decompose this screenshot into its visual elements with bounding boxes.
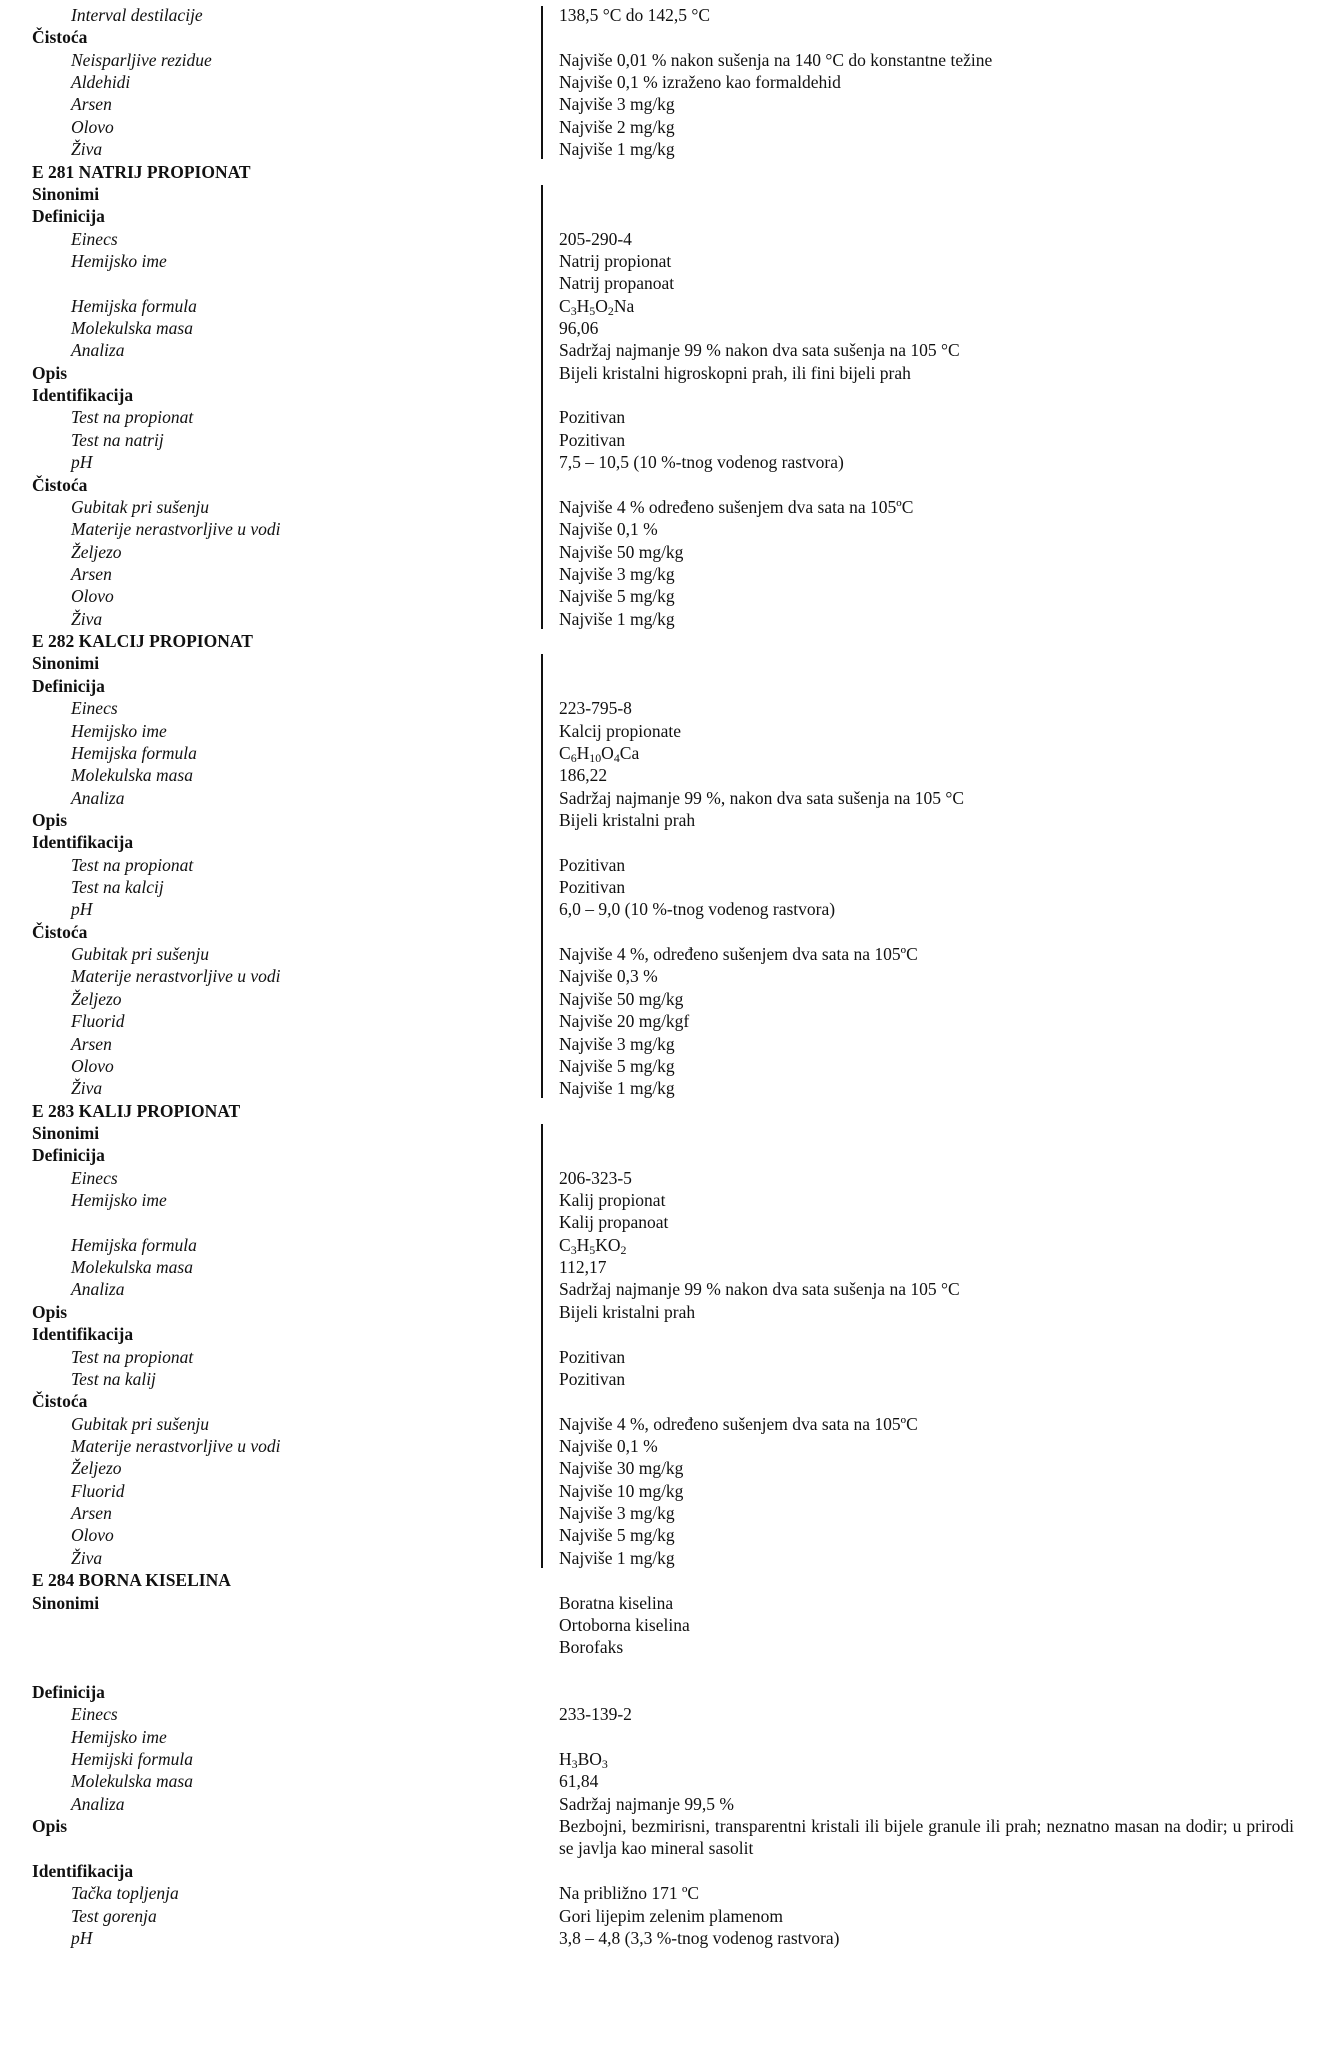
property-label-gubitak-pri-susenju: Gubitak pri sušenju: [71, 496, 210, 517]
section-label-cistoca: Čistoća: [32, 27, 88, 48]
property-label-analiza: Analiza: [71, 340, 125, 361]
spec-row: [0, 474, 1340, 496]
property-value: Pozitivan: [559, 1368, 626, 1389]
property-label-ziva: Živa: [71, 1078, 103, 1099]
property-label-fluorid: Fluorid: [71, 1480, 125, 1501]
spec-row: [0, 809, 1340, 831]
property-value: Najviše 3 mg/kg: [559, 94, 675, 115]
section-label-cistoca: Čistoća: [32, 921, 88, 942]
property-label-ziva: Živa: [71, 608, 103, 629]
property-label-hemijsko-ime: Hemijsko ime: [71, 1190, 167, 1211]
spec-row: [0, 943, 1340, 965]
property-label-analiza: Analiza: [71, 787, 125, 808]
section-label-e-281-natrij-propionat: E 281 NATRIJ PROPIONAT: [32, 161, 251, 182]
spec-row: [0, 541, 1340, 563]
property-value: Najviše 3 mg/kg: [559, 563, 675, 584]
spec-row: [0, 965, 1340, 987]
property-value: Pozitivan: [559, 854, 626, 875]
property-label-arsen: Arsen: [71, 94, 112, 115]
spec-row: [0, 384, 1340, 406]
property-label-hemijsko-ime: Hemijsko ime: [71, 250, 167, 271]
property-label-olovo: Olovo: [71, 586, 114, 607]
spec-row: [0, 362, 1340, 384]
property-label-zeljezo: Željezo: [71, 541, 122, 562]
section-label-definicija: Definicija: [32, 1145, 105, 1166]
property-value: 223-795-8: [559, 698, 632, 719]
spec-row: [0, 831, 1340, 853]
spec-row: [0, 1882, 1340, 1904]
spec-row: [0, 1122, 1340, 1144]
spec-row: [0, 4, 1340, 26]
spec-row: [0, 1592, 1340, 1614]
section-label-cistoca: Čistoća: [32, 1391, 88, 1412]
column-divider: [541, 6, 543, 159]
spec-row: [0, 228, 1340, 250]
section-label-identifikacija: Identifikacija: [32, 1324, 134, 1345]
property-value: Ortoborna kiselina: [559, 1614, 690, 1635]
property-value: Pozitivan: [559, 877, 626, 898]
spec-row: [0, 317, 1340, 339]
section-label-opis: Opis: [32, 362, 68, 383]
spec-row: [0, 1435, 1340, 1457]
property-value: Najviše 1 mg/kg: [559, 608, 675, 629]
spec-row: [0, 183, 1340, 205]
section-label-sinonimi: Sinonimi: [32, 183, 100, 204]
property-value: Kalij propanoat: [559, 1212, 669, 1233]
property-label-hemijska-formula: Hemijska formula: [71, 742, 197, 763]
property-label-test-na-kalcij: Test na kalcij: [71, 877, 164, 898]
property-value: 233-139-2: [559, 1704, 632, 1725]
property-label-ziva: Živa: [71, 139, 103, 160]
property-value: 6,0 – 9,0 (10 %-tnog vodenog rastvora): [559, 899, 836, 920]
property-value: Najviše 50 mg/kg: [559, 988, 684, 1009]
property-value: Najviše 3 mg/kg: [559, 1503, 675, 1524]
spec-row: [0, 1659, 1340, 1681]
property-label-arsen: Arsen: [71, 563, 112, 584]
property-value: Kalcij propionate: [559, 720, 681, 741]
spec-row: [0, 1524, 1340, 1546]
spec-row: [0, 451, 1340, 473]
property-label-molekulska-masa: Molekulska masa: [71, 765, 193, 786]
section-label-identifikacija: Identifikacija: [32, 1860, 134, 1881]
spec-row: [0, 652, 1340, 674]
property-label-olovo: Olovo: [71, 1525, 114, 1546]
spec-row: [0, 854, 1340, 876]
property-label-materije-nerastvorljive-u-vodi: Materije nerastvorljive u vodi: [71, 966, 281, 987]
spec-row: [0, 1100, 1340, 1122]
property-label-test-gorenja: Test gorenja: [71, 1905, 157, 1926]
spec-row: [0, 1390, 1340, 1412]
property-label-hemijski-formula: Hemijski formula: [71, 1749, 194, 1770]
spec-row: [0, 1323, 1340, 1345]
spec-row: [0, 1457, 1340, 1479]
property-value: Na približno 171 ºC: [559, 1883, 700, 1904]
spec-row: [0, 1256, 1340, 1278]
spec-row: [0, 138, 1340, 160]
property-value: Najviše 5 mg/kg: [559, 1525, 675, 1546]
spec-row: [0, 1211, 1340, 1233]
property-value: Gori lijepim zelenim plamenom: [559, 1905, 784, 1926]
spec-row: [0, 1927, 1340, 1949]
property-value: Najviše 0,01 % nakon sušenja na 140 °C do konstantne težine: [559, 49, 993, 70]
property-value: Natrij propionat: [559, 250, 672, 271]
section-label-definicija: Definicija: [32, 1681, 105, 1702]
property-label-test-na-propionat: Test na propionat: [71, 407, 194, 428]
spec-row: [0, 116, 1340, 138]
property-value: Natrij propanoat: [559, 273, 675, 294]
property-value: Najviše 5 mg/kg: [559, 1055, 675, 1076]
spec-row: [0, 1144, 1340, 1166]
spec-row: [0, 1189, 1340, 1211]
property-value: Najviše 0,3 %: [559, 966, 658, 987]
property-value: Najviše 30 mg/kg: [559, 1458, 684, 1479]
property-value: 206-323-5: [559, 1167, 632, 1188]
section-label-identifikacija: Identifikacija: [32, 832, 134, 853]
section-label-e-282-kalcij-propionat: E 282 KALCIJ PROPIONAT: [32, 631, 253, 652]
property-label-materije-nerastvorljive-u-vodi: Materije nerastvorljive u vodi: [71, 519, 281, 540]
spec-row: [0, 1234, 1340, 1256]
property-label-test-na-propionat: Test na propionat: [71, 1346, 194, 1367]
section-label-opis: Opis: [32, 809, 68, 830]
spec-row: [0, 1346, 1340, 1368]
property-label-ph: pH: [71, 1927, 93, 1948]
property-label-aldehidi: Aldehidi: [71, 72, 131, 93]
section-label-definicija: Definicija: [32, 675, 105, 696]
spec-row: [0, 1033, 1340, 1055]
section-label-sinonimi: Sinonimi: [32, 1592, 100, 1613]
spec-row: [0, 563, 1340, 585]
section-label-definicija: Definicija: [32, 206, 105, 227]
spec-row: [0, 1860, 1340, 1882]
spec-row: [0, 406, 1340, 428]
property-value: Sadržaj najmanje 99 % nakon dva sata sušenja na 105 °C: [559, 1279, 960, 1300]
property-value: Najviše 1 mg/kg: [559, 1547, 675, 1568]
spec-row: [0, 1368, 1340, 1390]
property-value: Najviše 0,1 %: [559, 519, 658, 540]
spec-row: [0, 1905, 1340, 1927]
property-label-ziva: Živa: [71, 1547, 103, 1568]
property-value: Najviše 3 mg/kg: [559, 1033, 675, 1054]
chemical-formula-value: $C_3H_5KO_2$: [559, 1234, 627, 1257]
spec-row: [0, 1614, 1340, 1636]
spec-row: [0, 1726, 1340, 1748]
property-value: Najviše 1 mg/kg: [559, 139, 675, 160]
property-value: Sadržaj najmanje 99 %, nakon dva sata sušenja na 105 °C: [559, 787, 965, 808]
spec-row: [0, 496, 1340, 518]
property-value: Najviše 50 mg/kg: [559, 541, 684, 562]
property-value: Boratna kiselina: [559, 1592, 674, 1613]
spec-row: [0, 1055, 1340, 1077]
spec-row: [0, 742, 1340, 764]
spec-row: [0, 49, 1340, 71]
property-label-olovo: Olovo: [71, 116, 114, 137]
property-value: 138,5 °C do 142,5 °C: [559, 5, 711, 25]
spec-row: [0, 1793, 1340, 1815]
property-value: Pozitivan: [559, 429, 626, 450]
property-value: Sadržaj najmanje 99 % nakon dva sata sušenja na 105 °C: [559, 340, 960, 361]
property-value: Najviše 10 mg/kg: [559, 1480, 684, 1501]
spec-row: [0, 1480, 1340, 1502]
spec-row: [0, 1703, 1340, 1725]
column-divider: [541, 654, 543, 1098]
property-value: 96,06: [559, 318, 599, 339]
spec-row: [0, 250, 1340, 272]
spec-row: [0, 1770, 1340, 1792]
spec-row: [0, 339, 1340, 361]
property-value: Najviše 4 %, određeno sušenjem dva sata na 105ºC: [559, 944, 918, 965]
property-label-arsen: Arsen: [71, 1033, 112, 1054]
chemical-formula-value: $H_3BO_3$: [559, 1749, 608, 1771]
property-value: 186,22: [559, 765, 608, 786]
section-label-sinonimi: Sinonimi: [32, 1122, 100, 1143]
property-label-olovo: Olovo: [71, 1055, 114, 1076]
spec-row: [0, 1413, 1340, 1435]
spec-row: [0, 1681, 1340, 1703]
spec-row: [0, 71, 1340, 93]
property-label-zeljezo: Željezo: [71, 988, 122, 1009]
property-label-interval-destilacije: Interval destilacije: [71, 5, 203, 25]
property-value: Najviše 4 %, određeno sušenjem dva sata na 105ºC: [559, 1413, 918, 1434]
section-label-e-284-borna-kiselina: E 284 BORNA KISELINA: [32, 1570, 231, 1591]
property-value: Pozitivan: [559, 1346, 626, 1367]
spec-row: [0, 921, 1340, 943]
property-value: 3,8 – 4,8 (3,3 %-tnog vodenog rastvora): [559, 1927, 840, 1948]
property-label-einecs: Einecs: [71, 1167, 118, 1188]
property-label-ph: pH: [71, 452, 93, 473]
property-label-materije-nerastvorljive-u-vodi: Materije nerastvorljive u vodi: [71, 1436, 281, 1456]
spec-row: [0, 720, 1340, 742]
spec-row: [0, 764, 1340, 786]
spec-row: [0, 1569, 1340, 1591]
property-label-einecs: Einecs: [71, 698, 118, 719]
spec-row: [0, 1077, 1340, 1099]
property-value: Najviše 5 mg/kg: [559, 586, 675, 607]
property-label-test-na-kalij: Test na kalij: [71, 1368, 156, 1389]
spec-row: [0, 1636, 1340, 1658]
property-value: 7,5 – 10,5 (10 %-tnog vodenog rastvora): [559, 452, 844, 473]
property-label-molekulska-masa: Molekulska masa: [71, 1257, 193, 1278]
property-label-hemijsko-ime: Hemijsko ime: [71, 720, 167, 741]
document-page: [0, 4, 1340, 1949]
spec-row: [0, 608, 1340, 630]
property-value: 61,84: [559, 1771, 599, 1792]
property-value: Najviše 0,1 %: [559, 1436, 658, 1456]
property-label-fluorid: Fluorid: [71, 1011, 125, 1032]
spec-row: [0, 1278, 1340, 1300]
property-label-gubitak-pri-susenju: Gubitak pri sušenju: [71, 1413, 210, 1434]
spec-row: [0, 876, 1340, 898]
spec-row: [0, 988, 1340, 1010]
property-value: Najviše 1 mg/kg: [559, 1078, 675, 1099]
property-value: Bijeli kristalni prah: [559, 809, 696, 830]
property-value: Bijeli kristalni higroskopni prah, ili fini bijeli prah: [559, 362, 911, 383]
spec-row: [0, 429, 1340, 451]
section-label-identifikacija: Identifikacija: [32, 385, 134, 406]
section-label-e-283-kalij-propionat: E 283 KALIJ PROPIONAT: [32, 1100, 241, 1121]
property-label-test-na-propionat: Test na propionat: [71, 854, 194, 875]
section-label-cistoca: Čistoća: [32, 474, 88, 495]
spec-row: [0, 697, 1340, 719]
spec-row: [0, 295, 1340, 317]
property-value: Najviše 20 mg/kgf: [559, 1011, 690, 1032]
spec-row: [0, 898, 1340, 920]
property-label-zeljezo: Željezo: [71, 1458, 122, 1479]
property-value: Borofaks: [559, 1637, 624, 1658]
property-value: Najviše 0,1 % izraženo kao formaldehid: [559, 72, 841, 93]
property-value: Bezbojni, bezmirisni, transparentni kristali ili bijele granule ili prah; neznatno masan na dodir; u prirodi se javlja kao mineral sasolit: [559, 1816, 1294, 1859]
property-label-hemijsko-ime: Hemijsko ime: [71, 1726, 167, 1747]
property-label-analiza: Analiza: [71, 1793, 125, 1814]
property-label-ph: pH: [71, 899, 93, 920]
property-label-neisparljive-rezidue: Neisparljive rezidue: [71, 49, 212, 70]
spec-row: [0, 630, 1340, 652]
property-label-test-na-natrij: Test na natrij: [71, 429, 164, 450]
spec-row: [0, 1748, 1340, 1770]
property-label-einecs: Einecs: [71, 228, 118, 249]
spec-row: [0, 1167, 1340, 1189]
spec-row: [0, 161, 1340, 183]
property-value: Sadržaj najmanje 99,5 %: [559, 1793, 734, 1814]
spec-row: [0, 205, 1340, 227]
spec-row: [0, 272, 1340, 294]
spec-row: [0, 787, 1340, 809]
property-label-einecs: Einecs: [71, 1704, 118, 1725]
property-value: Najviše 2 mg/kg: [559, 116, 675, 137]
property-label-gubitak-pri-susenju: Gubitak pri sušenju: [71, 944, 210, 965]
property-value: Pozitivan: [559, 407, 626, 428]
property-label-analiza: Analiza: [71, 1279, 125, 1300]
spec-row: [0, 1301, 1340, 1323]
section-label-opis: Opis: [32, 1816, 68, 1837]
property-value: Bijeli kristalni prah: [559, 1301, 696, 1322]
property-value: Kalij propionat: [559, 1190, 666, 1211]
spec-row: [0, 518, 1340, 540]
spec-row: [0, 1502, 1340, 1524]
property-label-hemijska-formula: Hemijska formula: [71, 1234, 197, 1255]
section-label-opis: Opis: [32, 1301, 68, 1322]
spec-row: [0, 675, 1340, 697]
property-value: 112,17: [559, 1257, 607, 1278]
spec-row: [0, 585, 1340, 607]
property-value: Najviše 4 % određeno sušenjem dva sata na 105ºC: [559, 496, 914, 517]
spec-row: [0, 26, 1340, 48]
spec-row: [0, 93, 1340, 115]
property-value: 205-290-4: [559, 228, 632, 249]
chemical-formula-value: $C_3H_5O_2Na$: [559, 295, 635, 318]
spec-row: [0, 1547, 1340, 1569]
property-label-molekulska-masa: Molekulska masa: [71, 1771, 193, 1792]
property-label-tacka-topljenja: Tačka topljenja: [71, 1883, 179, 1904]
column-divider: [541, 185, 543, 629]
chemical-formula-value: $C_6H_{10}O_4Ca$: [559, 742, 640, 765]
spec-row: [0, 1815, 1340, 1860]
spec-row: [0, 1010, 1340, 1032]
property-label-hemijska-formula: Hemijska formula: [71, 295, 197, 316]
property-label-arsen: Arsen: [71, 1503, 112, 1524]
section-label-sinonimi: Sinonimi: [32, 653, 100, 674]
column-divider: [541, 1124, 543, 1568]
property-label-molekulska-masa: Molekulska masa: [71, 318, 193, 339]
